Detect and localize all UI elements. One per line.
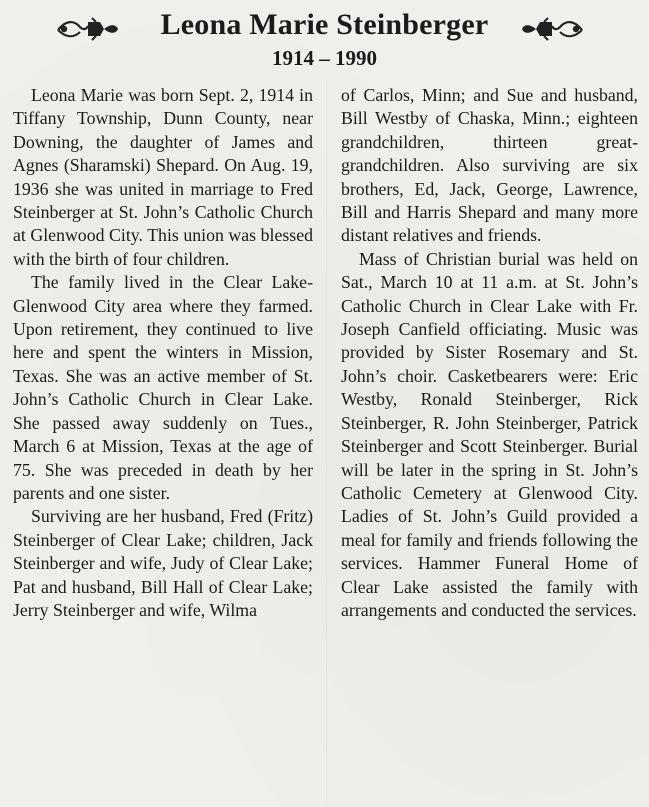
paragraph-survivors-continued: of Carlos, Minn; and Sue and husband, Bill Westby of Chaska, Minn.; eighteen grandchildren, thirteen great-grandchildren. Also surviving are six brothers, Ed, Jack, George, Lawrence, Bill and Harris Shepard and many more distant relatives and friends.	[341, 85, 638, 246]
right-column	[341, 84, 638, 622]
paragraph-life-death: The family lived in the Clear Lake-Glenwood City area where they farmed. Upon retirement, they continued to live here and spent the winters in Mission, Texas. She was an active member of St. John’s Catholic Church in Clear Lake. She passed away suddenly on Tues., March 6 at Mission, Texas at the age of 75. She was preceded in death by her parents and one sister.	[13, 272, 313, 503]
left-column	[13, 84, 313, 622]
column-gutter	[326, 80, 327, 807]
obituary-years: 1914 – 1990	[272, 46, 377, 70]
obituary-name: Leona Marie Steinberger	[160, 8, 489, 41]
paragraph-funeral-services: Mass of Christian burial was held on Sat., March 10 at 11 a.m. at St. John’s Catholic Church in Clear Lake with Fr. Joseph Canfield officiating. Music was provided by Sister Rosemary and St. John’s choir. Casketbearers were: Eric Westby, Ronald Steinberger, Rick Steinberger, R. John Steinberger, Patrick Steinberger and Scott Steinberger. Burial will be later in the spring in St. John’s Catholic Cemetery at Glenwood City. Ladies of St. John’s Guild provided a meal for family and friends following the services. Hammer Funeral Home of Clear Lake assisted the family with arrangements and conducted the services.	[341, 248, 638, 620]
paragraph-survivors: Surviving are her husband, Fred (Fritz) Steinberger of Clear Lake; children, Jack Steinberger and wife, Judy of Clear Lake; Pat and husband, Bill Hall of Clear Lake; Jerry Steinberger and wife, Wilma	[13, 506, 313, 620]
paragraph-birth-marriage: Leona Marie was born Sept. 2, 1914 in Tiffany Township, Dunn County, near Downing, the daughter of James and Agnes (Sharamski) Shepard. On Aug. 19, 1936 she was united in marriage to Fred Steinberger at St. John’s Catholic Church at Glenwood City. This union was blessed with the birth of four children.	[13, 85, 313, 269]
obituary-header	[0, 4, 649, 46]
flourish-ornament-icon	[520, 16, 584, 42]
